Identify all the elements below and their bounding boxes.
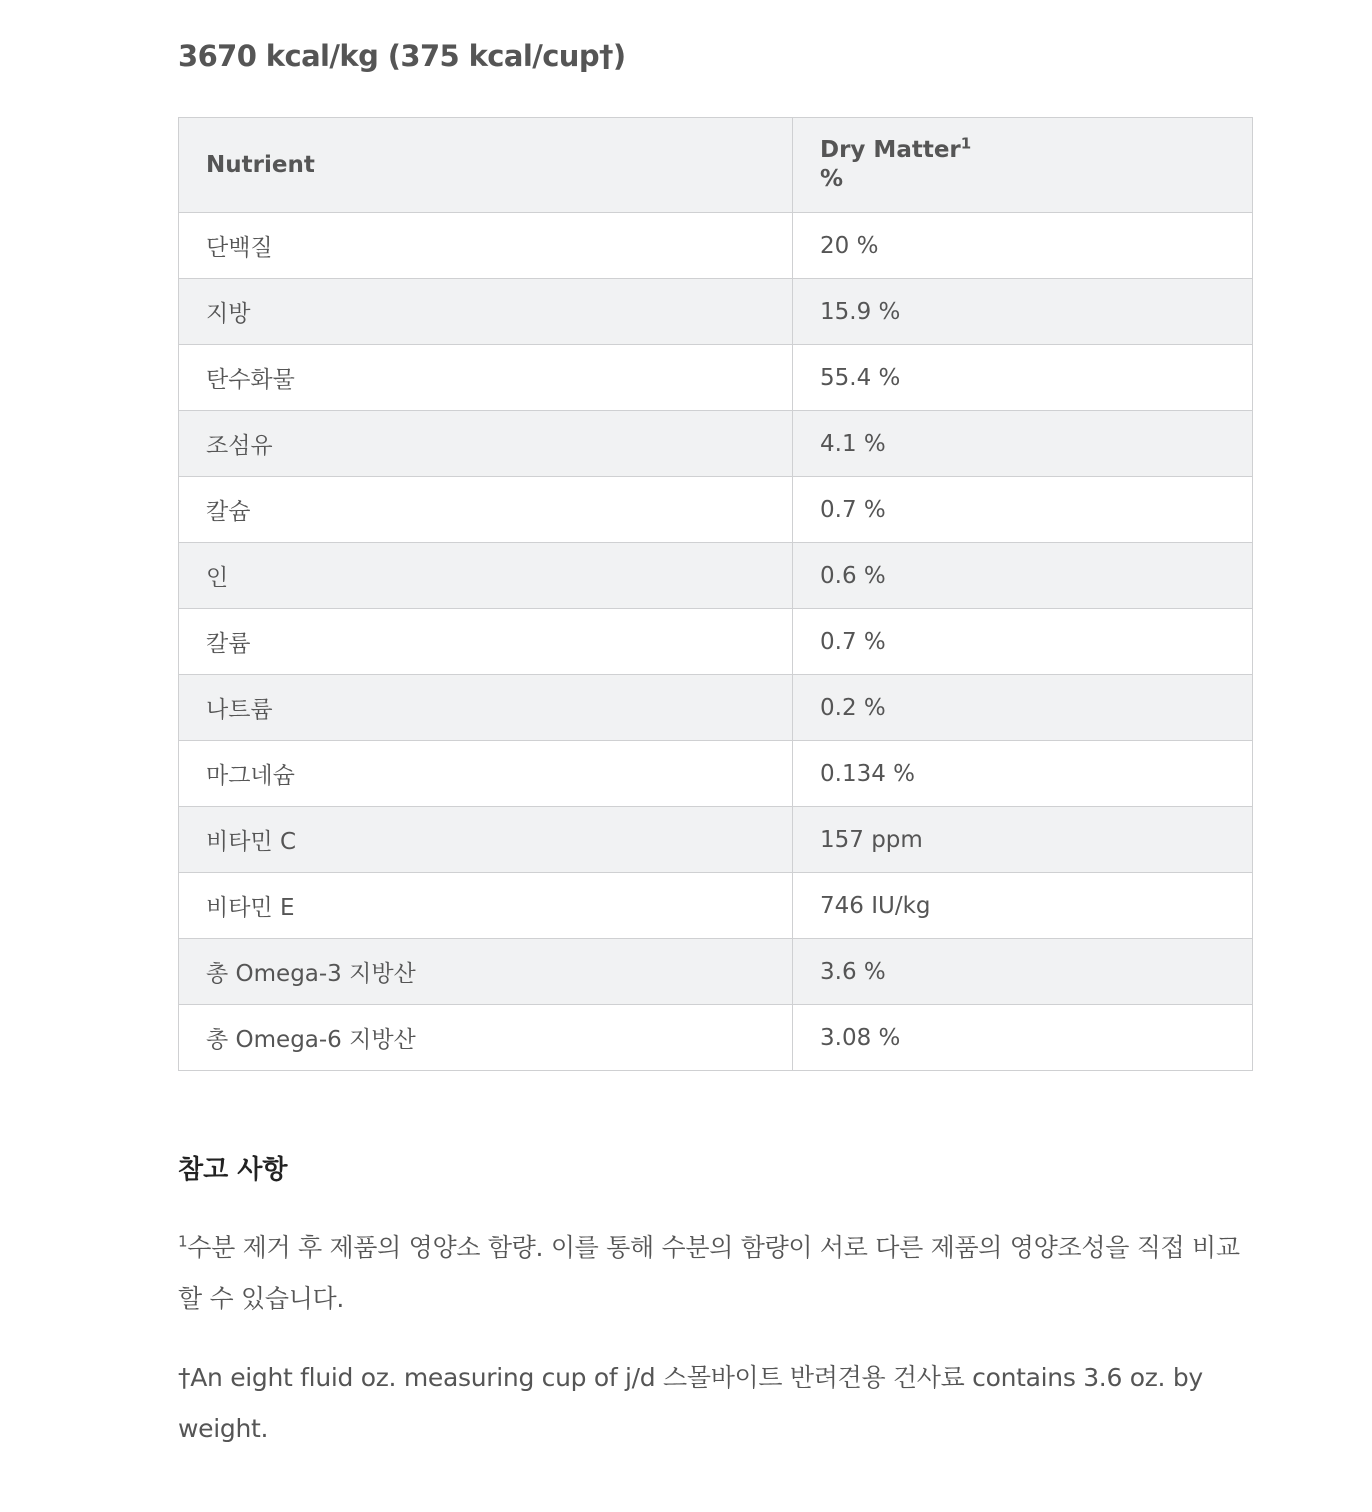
table-row (179, 279, 1253, 345)
nutrient-value: 0.7 % (793, 609, 1253, 675)
nutrient-name: 칼슘 (179, 477, 793, 543)
nutrient-value: 3.6 % (793, 939, 1253, 1005)
table-row (179, 939, 1253, 1005)
nutrient-value: 0.7 % (793, 477, 1253, 543)
nutrient-value: 3.08 % (793, 1005, 1253, 1071)
nutrient-name: 단백질 (179, 213, 793, 279)
table-row (179, 807, 1253, 873)
table-row (179, 741, 1253, 807)
nutrient-name: 칼륨 (179, 609, 793, 675)
nutrient-value: 0.6 % (793, 543, 1253, 609)
nutrient-value: 15.9 % (793, 279, 1253, 345)
nutrient-name: 마그네슘 (179, 741, 793, 807)
footnote-cup-weight: †An eight fluid oz. measuring cup of j/d 스몰바이트 반려견용 건사료 contains 3.6 oz. by weight. (178, 1363, 1203, 1443)
nutrient-value: 0.134 % (793, 741, 1253, 807)
table-row (179, 873, 1253, 939)
table-row (179, 213, 1253, 279)
nutrient-name: 총 Omega-3 지방산 (179, 939, 793, 1005)
header-dry-matter-label: Dry Matter (820, 137, 961, 163)
header-nutrient: Nutrient (179, 118, 793, 213)
header-dry-matter (793, 118, 1253, 213)
nutrient-name: 탄수화물 (179, 345, 793, 411)
nutrient-value: 20 % (793, 213, 1253, 279)
nutrient-name: 총 Omega-6 지방산 (179, 1005, 793, 1071)
table-row (179, 1005, 1253, 1071)
footnote-marker: 1 (178, 1232, 188, 1251)
nutrient-value: 746 IU/kg (793, 873, 1253, 939)
table-row (179, 345, 1253, 411)
nutrient-value: 0.2 % (793, 675, 1253, 741)
footnote-dry-matter (178, 1222, 1258, 1324)
nutrient-name: 조섬유 (179, 411, 793, 477)
nutrient-name: 비타민 E (179, 873, 793, 939)
table-row (179, 411, 1253, 477)
table-header-row (179, 118, 1253, 213)
header-dry-matter-unit: % (820, 166, 844, 192)
nutrient-name: 지방 (179, 279, 793, 345)
nutrient-name: 인 (179, 543, 793, 609)
nutrient-name: 비타민 C (179, 807, 793, 873)
notes-title: 참고 사항 (178, 1155, 288, 1185)
footnote-dry-matter-text: 수분 제거 후 제품의 영양소 함량. 이를 통해 수분의 함량이 서로 다른 제품의 영양조성을 직접 비교할 수 있습니다. (178, 1233, 1240, 1313)
header-dry-matter-footnote: 1 (960, 134, 972, 153)
nutrient-value: 157 ppm (793, 807, 1253, 873)
nutrient-name: 나트륨 (179, 675, 793, 741)
table-row (179, 543, 1253, 609)
table-row (179, 609, 1253, 675)
table-row (179, 675, 1253, 741)
nutrient-value: 4.1 % (793, 411, 1253, 477)
nutrient-value: 55.4 % (793, 345, 1253, 411)
table-row (179, 477, 1253, 543)
calorie-content: 3670 kcal/kg (375 kcal/cup†) (178, 39, 626, 73)
nutrient-table (178, 117, 1253, 1071)
